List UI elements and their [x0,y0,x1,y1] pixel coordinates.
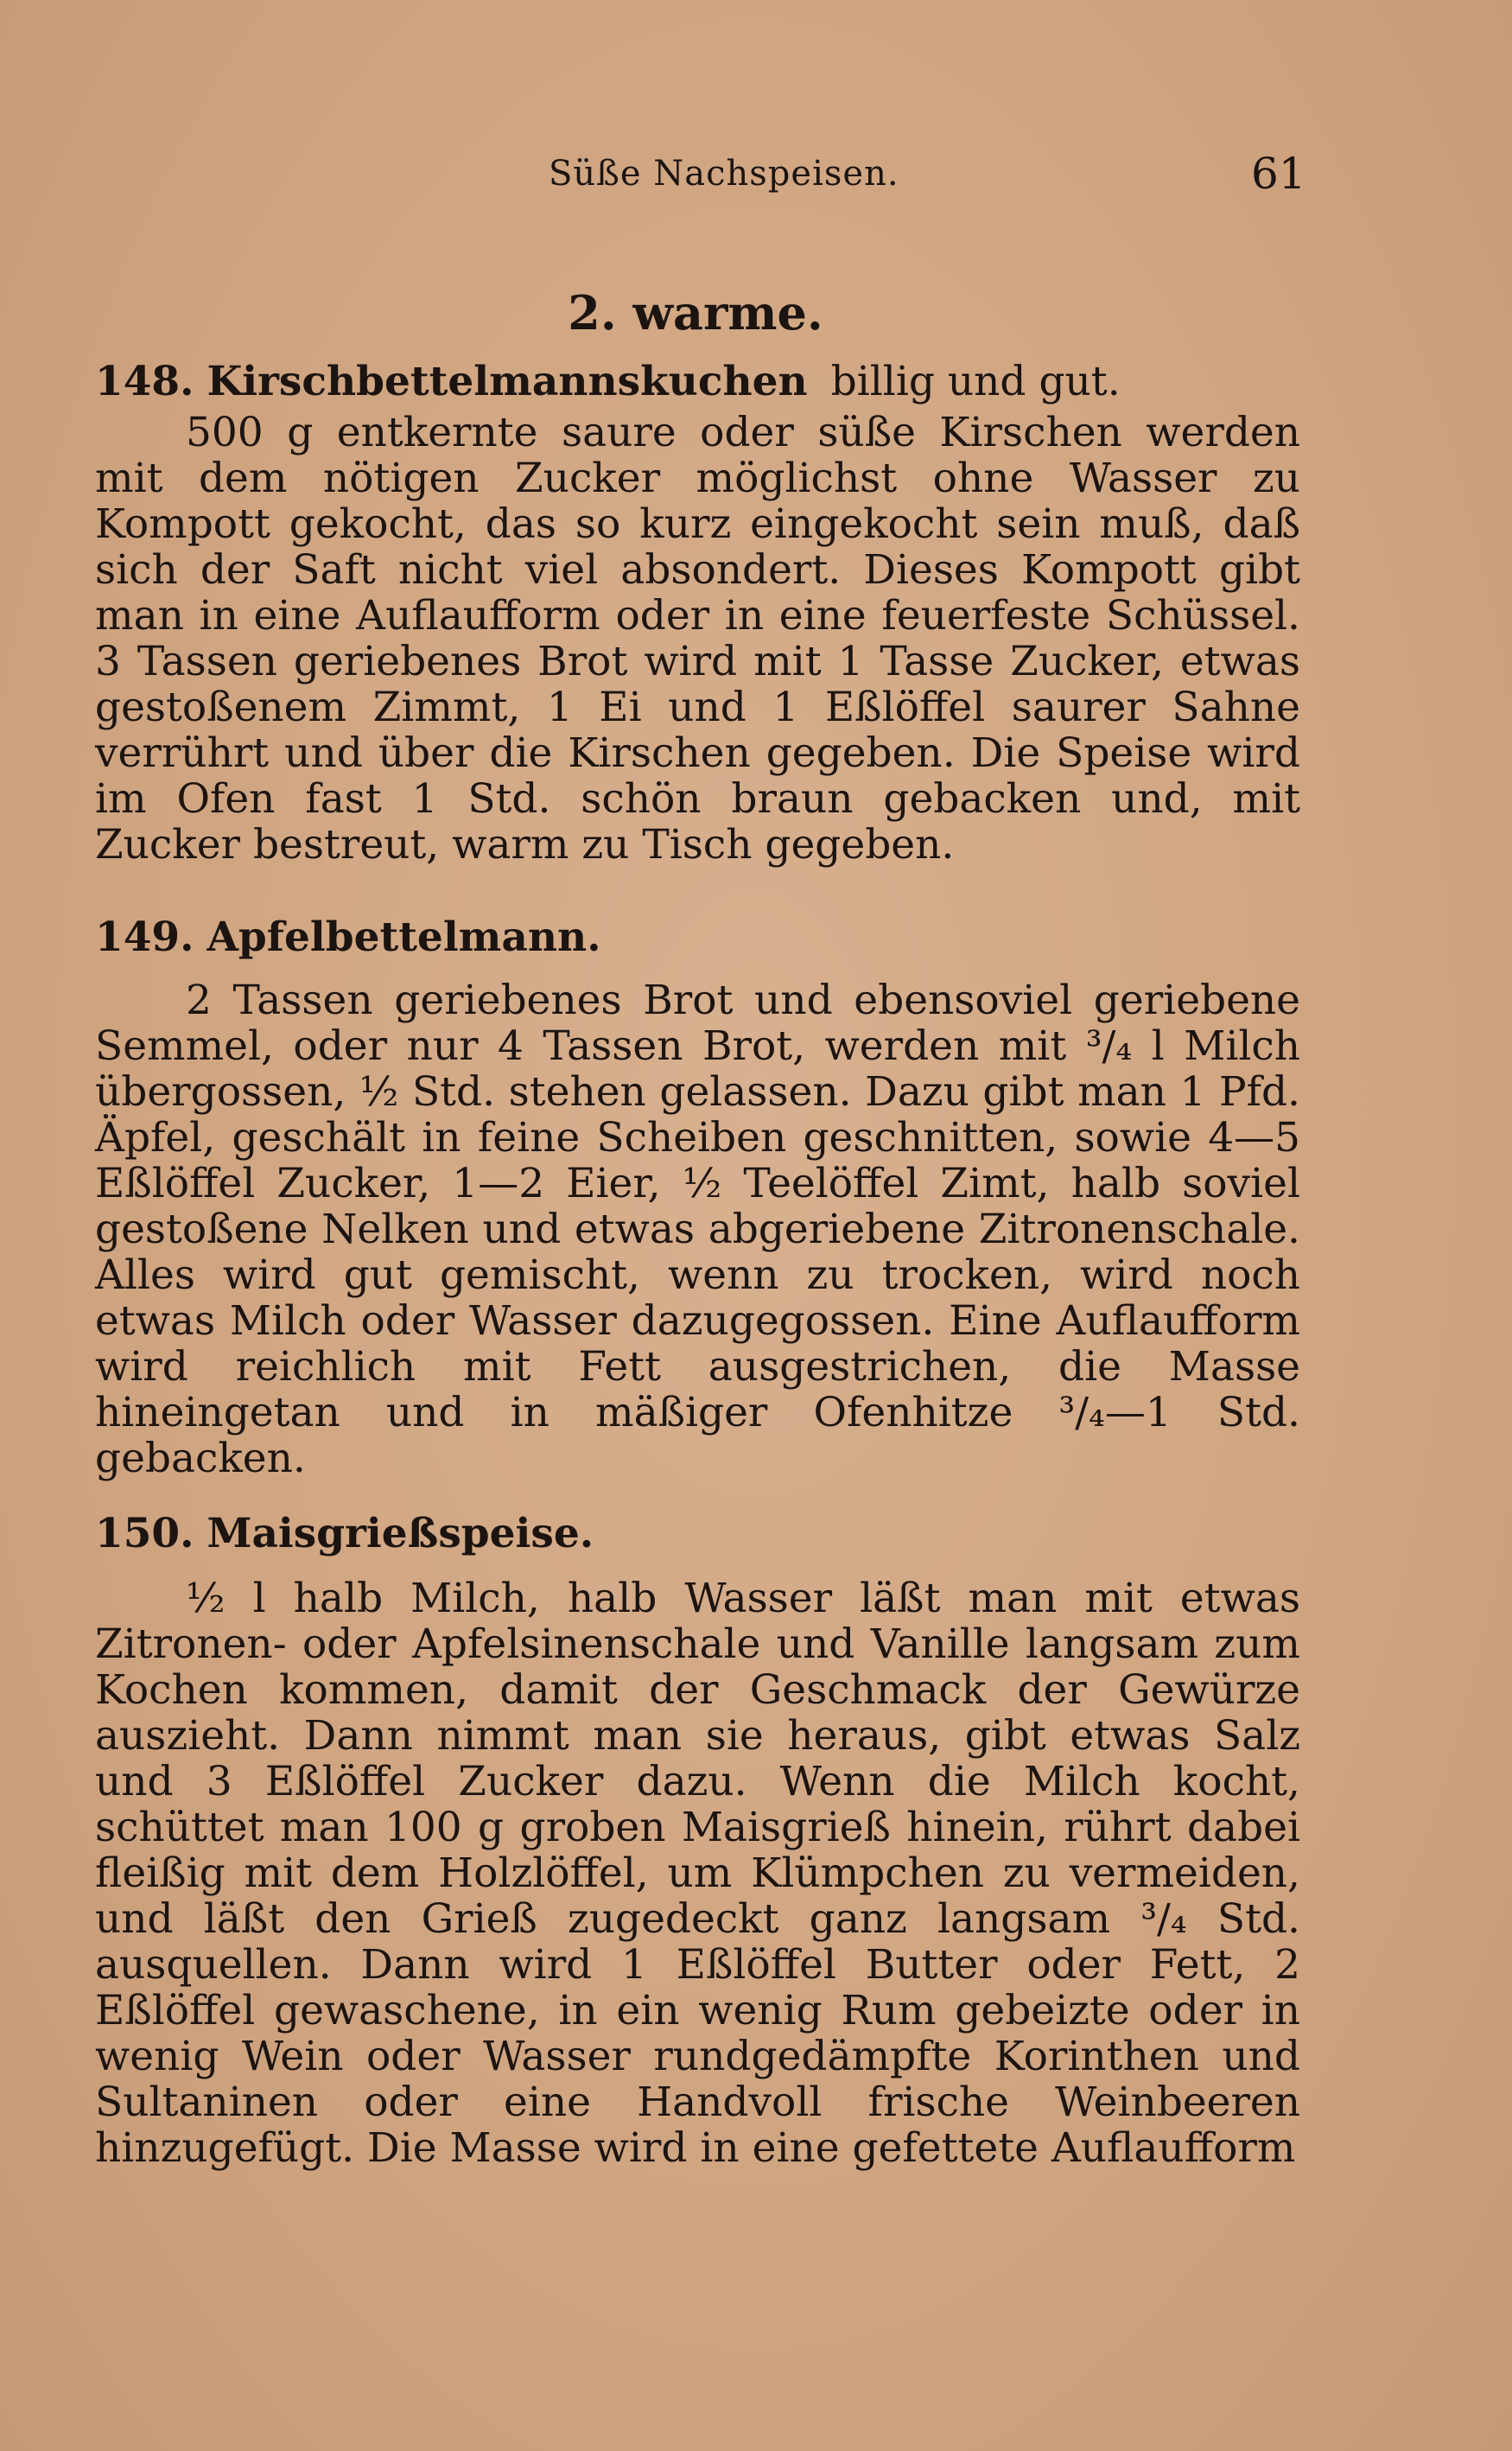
section-heading: 2. warme. [568,285,823,341]
recipe-number: 150. [95,1510,194,1557]
recipe-title [95,356,1300,408]
recipe-text: 500 g entkernte saure oder süße Kirschen werden mit dem nötigen Zucker möglichst ohne Wasser zu Kompott gekocht, das so kurz eingekocht sein muß, daß sich der Saft nicht viel absondert. Dieses Kompott gibt man in eine Auflaufform oder in eine feuerfeste Schüssel. 3 Tassen geriebenes Brot wird mit 1 Tasse Zucker, etwas gestoßenem Zimmt, 1 Ei und 1 Eßlöffel saurer Sahne verrührt und über die Kirschen gegeben. Die Speise wird im Ofen fast 1 Std. schön braun gebacken und, mit Zucker bestreut, warm zu Tisch gegeben. [95,409,1300,869]
recipe-148 [95,356,1300,868]
recipe-number: 149. [95,914,194,961]
recipe-149 [95,912,1300,1481]
recipe-name: Kirschbettelmannskuchen [206,358,808,405]
recipe-name: Apfelbettelmann. [206,914,601,961]
page-header [0,145,1512,206]
running-title: Süße Nachspeisen. [549,154,899,194]
recipe-150 [95,1508,1300,2171]
recipe-number: 148. [95,358,194,405]
recipe-text: ½ l halb Milch, halb Wasser läßt man mit etwas Zitronen- oder Apfelsinenschale und Vanille langsam zum Kochen kommen, damit der Geschmack der Gewürze auszieht. Dann nimmt man sie heraus, gibt etwas Salz und 3 Eßlöffel Zucker dazu. Wenn die Milch kocht, schüttet man 100 g groben Maisgrieß hinein, rührt dabei fleißig mit dem Holzlöffel, um Klümpchen zu vermeiden, und läßt den Grieß zugedeckt ganz langsam ³/₄ Std. ausquellen. Dann wird 1 Eßlöffel Butter oder Fett, 2 Eßlöffel gewaschene, in ein wenig Rum gebeizte oder in wenig Wein oder Wasser rundgedämpfte Korinthen und Sultaninen oder eine Handvoll frische Weinbeeren hinzugefügt. Die Masse wird in eine gefettete Auflaufform [95,1575,1300,2172]
recipe-title [95,1508,1300,1560]
recipe-title [95,912,1300,964]
page-number: 61 [1251,149,1306,199]
recipe-name: Maisgrießspeise. [206,1510,594,1557]
recipe-note: billig und gut. [830,358,1121,405]
recipe-text: 2 Tassen geriebenes Brot und ebensoviel geriebene Semmel, oder nur 4 Tassen Brot, werden mit ³/₄ l Milch übergossen, ½ Std. stehen gelassen. Dazu gibt man 1 Pfd. Äpfel, geschält in feine Scheiben geschnitten, sowie 4—5 Eßlöffel Zucker, 1—2 Eier, ½ Teelöffel Zimt, halb soviel gestoßene Nelken und etwas abgeriebene Zitronenschale. Alles wird gut gemischt, wenn zu trocken, wird noch etwas Milch oder Wasser dazugegossen. Eine Auflaufform wird reichlich mit Fett ausgestrichen, die Masse hineingetan und in mäßiger Ofenhitze ³/₄—1 Std. gebacken. [95,977,1300,1482]
